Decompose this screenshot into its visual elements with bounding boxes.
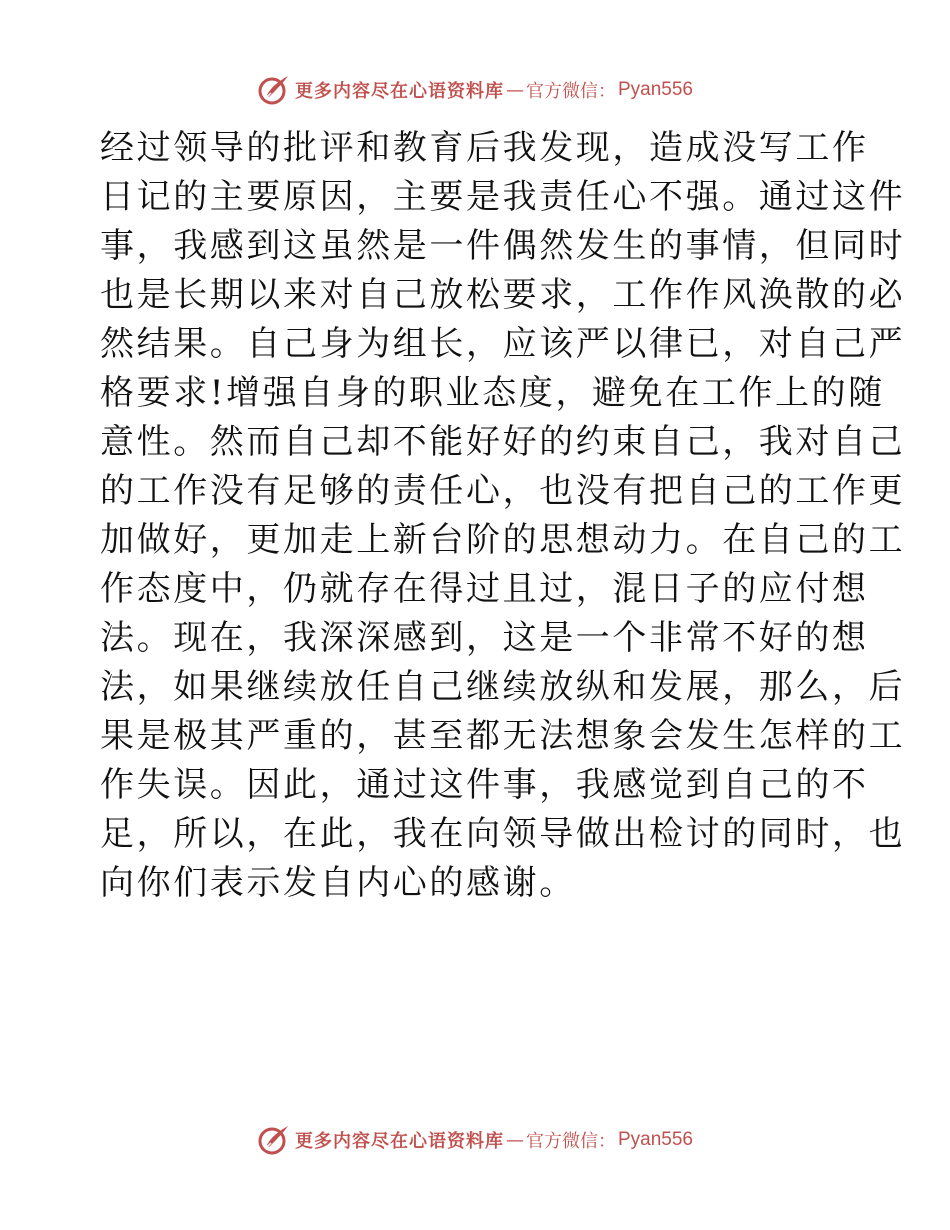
body-line: 意性。然而自己却不能好好的约束自己，我对自己 — [100, 422, 906, 462]
feather-logo-icon — [257, 73, 291, 107]
banner-separator: — — [505, 1129, 524, 1151]
banner-wechat-label: 官方微信： — [525, 81, 616, 102]
footer-banner — [0, 1120, 950, 1160]
body-line: 然结果。自己身为组长，应该严以律已，对自己严 — [100, 324, 906, 364]
header-banner — [0, 70, 950, 110]
body-line: 经过领导的批评和教育后我发现，造成没写工作 — [100, 128, 869, 168]
body-line: 法。现在，我深深感到，这是一个非常不好的想 — [100, 618, 869, 658]
body-line: 也是长期以来对自己放松要求，工作作风涣散的必 — [100, 275, 906, 315]
body-line: 的工作没有足够的责任心，也没有把自己的工作更 — [100, 471, 906, 511]
body-line: 事，我感到这虽然是一件偶然发生的事情，但同时 — [100, 226, 906, 266]
banner-wechat-id: Pyan556 — [617, 1129, 693, 1150]
body-line: 加做好，更加走上新台阶的思想动力。在自己的工 — [100, 520, 906, 560]
body-line: 法，如果继续放任自己继续放纵和发展，那么，后 — [100, 667, 906, 707]
banner-brand-text: 更多内容尽在心语资料库 — [294, 1131, 504, 1152]
body-line: 作态度中，仍就存在得过且过，混日子的应付想 — [100, 569, 869, 609]
body-line: 足，所以，在此，我在向领导做出检讨的同时，也 — [100, 814, 906, 854]
body-line: 日记的主要原因，主要是我责任心不强。通过这件 — [100, 177, 906, 217]
banner-separator: — — [505, 79, 524, 101]
feather-logo-icon — [257, 1123, 291, 1157]
banner-wechat-id: Pyan556 — [617, 79, 693, 100]
body-line: 格要求!增强自身的职业态度，避免在工作上的随 — [100, 373, 885, 413]
banner-brand-text: 更多内容尽在心语资料库 — [294, 81, 504, 102]
body-line: 向你们表示发自内心的感谢。 — [100, 863, 576, 903]
document-body — [100, 124, 906, 908]
banner-wechat-label: 官方微信： — [525, 1131, 616, 1152]
body-line: 作失误。因此，通过这件事，我感觉到自己的不 — [100, 765, 869, 805]
body-line: 果是极其严重的，甚至都无法想象会发生怎样的工 — [100, 716, 906, 756]
